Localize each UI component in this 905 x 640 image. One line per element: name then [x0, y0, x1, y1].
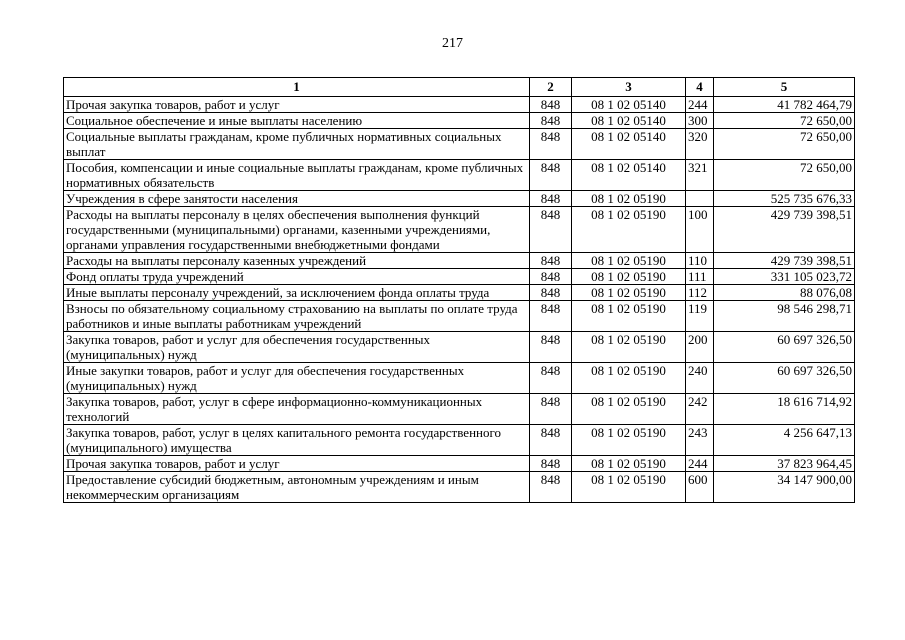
- table-row: [64, 332, 855, 363]
- row-ved-code: 848: [530, 129, 572, 160]
- page-number: 217: [442, 36, 463, 51]
- row-expense-type: 111: [686, 269, 714, 285]
- row-target-code: 08 1 02 05140: [572, 113, 686, 129]
- row-target-code: 08 1 02 05190: [572, 394, 686, 425]
- row-expense-type: 242: [686, 394, 714, 425]
- row-expense-type: 200: [686, 332, 714, 363]
- row-ved-code: 848: [530, 97, 572, 113]
- row-ved-code: 848: [530, 301, 572, 332]
- row-target-code: 08 1 02 05190: [572, 456, 686, 472]
- row-name: Социальные выплаты гражданам, кроме публичных нормативных социальных выплат: [64, 129, 530, 160]
- row-expense-type: [686, 191, 714, 207]
- row-amount: 98 546 298,71: [714, 301, 855, 332]
- row-name: Закупка товаров, работ, услуг в сфере информационно-коммуникационных технологий: [64, 394, 530, 425]
- row-ved-code: 848: [530, 425, 572, 456]
- row-ved-code: 848: [530, 269, 572, 285]
- row-name: Взносы по обязательному социальному страхованию на выплаты по оплате труда работников и иные выплаты работникам учреждений: [64, 301, 530, 332]
- row-name: Прочая закупка товаров, работ и услуг: [64, 456, 530, 472]
- row-amount: 525 735 676,33: [714, 191, 855, 207]
- row-amount: 4 256 647,13: [714, 425, 855, 456]
- row-name: Закупка товаров, работ, услуг в целях капитального ремонта государственного (муниципального) имущества: [64, 425, 530, 456]
- table-row: [64, 472, 855, 503]
- header-col-4: 4: [686, 78, 714, 97]
- row-amount: 18 616 714,92: [714, 394, 855, 425]
- row-target-code: 08 1 02 05190: [572, 269, 686, 285]
- row-ved-code: 848: [530, 160, 572, 191]
- row-ved-code: 848: [530, 285, 572, 301]
- row-target-code: 08 1 02 05190: [572, 285, 686, 301]
- table-row: [64, 253, 855, 269]
- row-target-code: 08 1 02 05190: [572, 332, 686, 363]
- row-name: Иные закупки товаров, работ и услуг для обеспечения государственных (муниципальных) нужд: [64, 363, 530, 394]
- header-col-2: 2: [530, 78, 572, 97]
- row-ved-code: 848: [530, 207, 572, 253]
- row-name: Расходы на выплаты персоналу казенных учреждений: [64, 253, 530, 269]
- row-amount: 429 739 398,51: [714, 253, 855, 269]
- row-target-code: 08 1 02 05190: [572, 472, 686, 503]
- table-header-row: [64, 78, 855, 97]
- row-ved-code: 848: [530, 332, 572, 363]
- row-target-code: 08 1 02 05190: [572, 363, 686, 394]
- row-ved-code: 848: [530, 456, 572, 472]
- row-ved-code: 848: [530, 253, 572, 269]
- row-target-code: 08 1 02 05190: [572, 425, 686, 456]
- row-amount: 88 076,08: [714, 285, 855, 301]
- row-target-code: 08 1 02 05140: [572, 160, 686, 191]
- row-name: Расходы на выплаты персоналу в целях обеспечения выполнения функций государственными (муниципальными) органами, казенными учреждениями, органами управления государственными внебюджетными фондами: [64, 207, 530, 253]
- table-row: [64, 285, 855, 301]
- row-expense-type: 321: [686, 160, 714, 191]
- table-row: [64, 207, 855, 253]
- row-target-code: 08 1 02 05190: [572, 191, 686, 207]
- table-row: [64, 129, 855, 160]
- row-target-code: 08 1 02 05190: [572, 207, 686, 253]
- row-name: Закупка товаров, работ и услуг для обеспечения государственных (муниципальных) нужд: [64, 332, 530, 363]
- table-row: [64, 269, 855, 285]
- table-row: [64, 191, 855, 207]
- row-name: Учреждения в сфере занятости населения: [64, 191, 530, 207]
- row-amount: 331 105 023,72: [714, 269, 855, 285]
- row-amount: 72 650,00: [714, 160, 855, 191]
- row-expense-type: 244: [686, 456, 714, 472]
- table-row: [64, 301, 855, 332]
- row-amount: 72 650,00: [714, 129, 855, 160]
- header-col-3: 3: [572, 78, 686, 97]
- table-row: [64, 363, 855, 394]
- row-expense-type: 300: [686, 113, 714, 129]
- row-expense-type: 100: [686, 207, 714, 253]
- row-name: Прочая закупка товаров, работ и услуг: [64, 97, 530, 113]
- row-expense-type: 110: [686, 253, 714, 269]
- table-row: [64, 456, 855, 472]
- row-amount: 34 147 900,00: [714, 472, 855, 503]
- row-target-code: 08 1 02 05140: [572, 97, 686, 113]
- row-target-code: 08 1 02 05190: [572, 253, 686, 269]
- row-expense-type: 320: [686, 129, 714, 160]
- row-name: Социальное обеспечение и иные выплаты населению: [64, 113, 530, 129]
- budget-table: [63, 77, 855, 503]
- row-amount: 41 782 464,79: [714, 97, 855, 113]
- row-amount: 429 739 398,51: [714, 207, 855, 253]
- row-amount: 37 823 964,45: [714, 456, 855, 472]
- table-row: [64, 113, 855, 129]
- row-ved-code: 848: [530, 363, 572, 394]
- row-expense-type: 112: [686, 285, 714, 301]
- table-row: [64, 425, 855, 456]
- row-name: Фонд оплаты труда учреждений: [64, 269, 530, 285]
- row-ved-code: 848: [530, 191, 572, 207]
- row-ved-code: 848: [530, 113, 572, 129]
- row-amount: 60 697 326,50: [714, 363, 855, 394]
- row-expense-type: 244: [686, 97, 714, 113]
- row-expense-type: 119: [686, 301, 714, 332]
- row-target-code: 08 1 02 05140: [572, 129, 686, 160]
- row-name: Предоставление субсидий бюджетным, автономным учреждениям и иным некоммерческим организациям: [64, 472, 530, 503]
- row-ved-code: 848: [530, 394, 572, 425]
- row-expense-type: 240: [686, 363, 714, 394]
- table-row: [64, 97, 855, 113]
- table-row: [64, 160, 855, 191]
- row-name: Иные выплаты персоналу учреждений, за исключением фонда оплаты труда: [64, 285, 530, 301]
- header-col-1: 1: [64, 78, 530, 97]
- row-expense-type: 243: [686, 425, 714, 456]
- row-expense-type: 600: [686, 472, 714, 503]
- row-amount: 72 650,00: [714, 113, 855, 129]
- header-col-5: 5: [714, 78, 855, 97]
- row-target-code: 08 1 02 05190: [572, 301, 686, 332]
- row-name: Пособия, компенсации и иные социальные выплаты гражданам, кроме публичных нормативных обязательств: [64, 160, 530, 191]
- row-amount: 60 697 326,50: [714, 332, 855, 363]
- table-row: [64, 394, 855, 425]
- row-ved-code: 848: [530, 472, 572, 503]
